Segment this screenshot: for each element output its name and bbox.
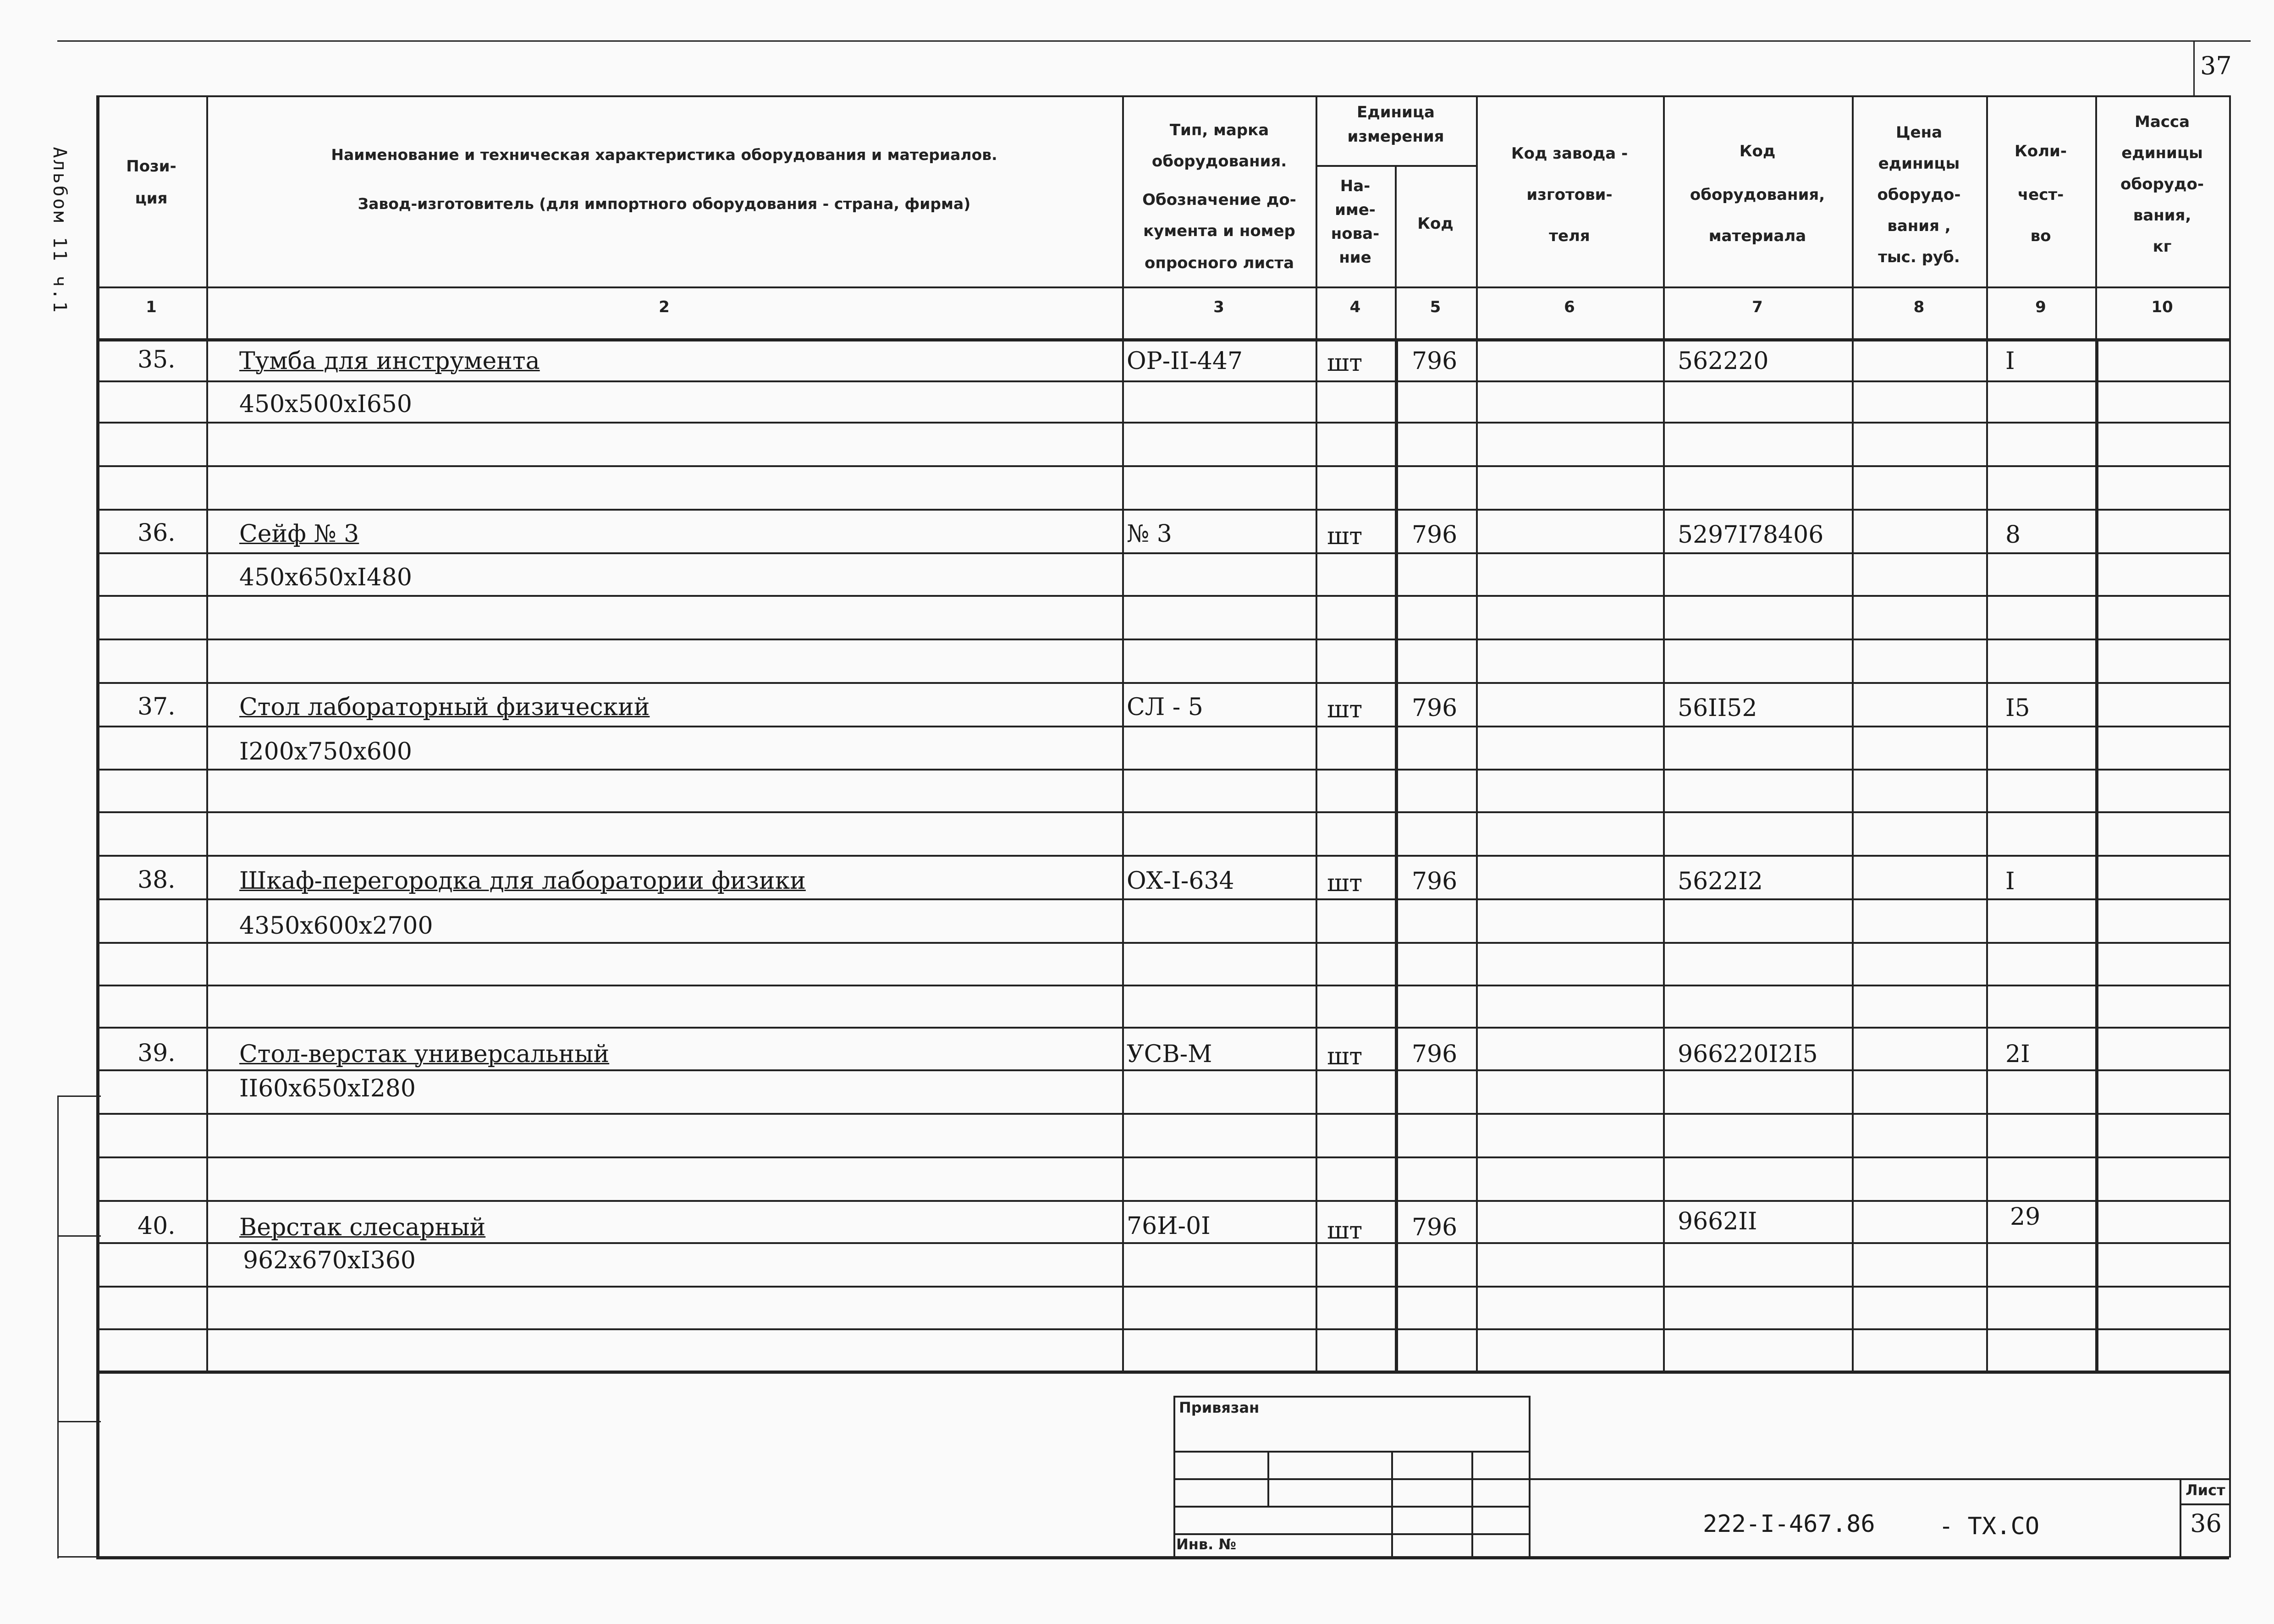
unit-group-rule [1316, 165, 1476, 167]
row-37-qty: I5 [2005, 694, 2030, 722]
column-number: 3 [1213, 298, 1224, 316]
table-right-border [2229, 95, 2231, 1558]
row-40-qty: 29 [2010, 1203, 2041, 1231]
row-rule [96, 769, 2229, 771]
document-suffix: - ТХ.СО [1939, 1513, 2040, 1540]
row-38-size: 4350x600x2700 [239, 912, 433, 940]
row-39-equip-code: 966220I2I5 [1678, 1040, 1818, 1068]
row-38-type: ОХ-I-634 [1127, 867, 1234, 895]
row-35-equip-code: 562220 [1678, 347, 1769, 375]
row-39-name: Стол-верстак универсальный [239, 1040, 610, 1068]
header-unit-group-1: Единица [1357, 103, 1435, 121]
row-rule [96, 726, 2229, 727]
header-unit-name-2: име- [1335, 201, 1376, 219]
row-37-code: 796 [1412, 694, 1458, 722]
stamp-inv-label: Инв. № [1176, 1536, 1236, 1553]
header-unit-name-3: нова- [1331, 225, 1380, 243]
header-qty-1: Коли- [2015, 142, 2067, 160]
row-37-name: Стол лабораторный физический [239, 694, 650, 721]
page-number-box-divider [2193, 40, 2195, 95]
column-number: 8 [1913, 298, 1925, 316]
header-equip-code-1: Код [1739, 142, 1776, 160]
row-40-position: 40. [138, 1212, 176, 1240]
header-mass-2: единицы [2121, 144, 2203, 162]
row-rule [96, 1200, 2229, 1202]
row-40-unit: шт [1327, 1217, 1363, 1244]
column-number: 10 [2151, 298, 2173, 316]
row-35-code: 796 [1412, 347, 1458, 375]
row-rule [96, 1113, 2229, 1115]
row-36-name: Сейф № 3 [239, 520, 359, 548]
top-rule [57, 40, 2251, 42]
column-number: 6 [1564, 298, 1575, 316]
header-type-4: кумента и номер [1143, 222, 1295, 240]
row-36-equip-code: 5297I78406 [1678, 521, 1824, 549]
table-bottom-border [96, 1556, 2229, 1559]
row-rule [96, 552, 2229, 554]
header-qty-3: во [2030, 227, 2051, 245]
row-39-qty: 2I [2005, 1040, 2030, 1068]
header-mass-5: кг [2153, 237, 2172, 256]
stamp-rule [1173, 1451, 1530, 1453]
row-35-type: ОР-II-447 [1127, 347, 1243, 375]
filing-strip-rule [57, 1096, 101, 1097]
sheet-number: 36 [2190, 1509, 2222, 1538]
stamp-rule [1173, 1506, 1530, 1508]
filing-strip-rule [57, 1556, 101, 1558]
header-unit-code: Код [1417, 215, 1454, 233]
column-number: 5 [1430, 298, 1441, 316]
stamp-divider [1471, 1451, 1473, 1557]
row-38-unit: шт [1327, 870, 1363, 897]
header-qty-2: чест- [2017, 186, 2064, 204]
side-label: Альбом 11 ч.1 [49, 147, 70, 314]
header-price-3: оборудо- [1877, 186, 1961, 204]
row-rule [96, 1328, 2229, 1330]
column-number: 1 [146, 298, 157, 316]
row-rule [96, 985, 2229, 986]
column-number: 9 [2035, 298, 2046, 316]
row-rule [96, 465, 2229, 467]
sheet-box-rule [2180, 1503, 2229, 1505]
row-rule [96, 898, 2229, 900]
header-rule [96, 286, 2229, 288]
row-39-size: II60x650xI280 [239, 1075, 416, 1102]
row-rule [96, 1069, 2229, 1071]
header-price-2: единицы [1878, 154, 1960, 173]
row-35-unit: шт [1327, 349, 1363, 377]
row-rule [96, 595, 2229, 597]
row-rule [96, 380, 2229, 382]
row-36-unit: шт [1327, 523, 1363, 550]
table-body-bottom [96, 1371, 2229, 1374]
column-number: 7 [1752, 298, 1763, 316]
row-36-qty: 8 [2005, 521, 2021, 549]
header-factory-code-3: теля [1549, 227, 1590, 245]
row-rule [96, 942, 2229, 944]
row-38-equip-code: 5622I2 [1678, 868, 1763, 895]
row-35-name: Тумба для инструмента [239, 347, 540, 375]
row-40-code: 796 [1412, 1214, 1458, 1241]
header-name-1: Наименование и техническая характеристика оборудования и материалов. [331, 146, 997, 164]
header-position-1: Пози- [126, 157, 176, 176]
row-37-size: I200x750x600 [239, 738, 412, 765]
row-39-type: УСВ-М [1127, 1040, 1212, 1068]
row-35-size: 450x500xI650 [239, 391, 412, 418]
row-37-type: СЛ - 5 [1127, 694, 1203, 721]
sheet-box-left [2180, 1478, 2181, 1557]
header-unit-name-1: На- [1340, 177, 1371, 195]
stamp-bound-label: Привязан [1179, 1399, 1260, 1416]
column-number: 4 [1349, 298, 1361, 316]
row-rule [96, 855, 2229, 857]
stamp-box-top [1173, 1396, 1530, 1398]
header-price-4: вания , [1887, 217, 1951, 235]
row-40-name: Верстак слесарный [239, 1214, 486, 1241]
page-number-top: 37 [2200, 51, 2232, 80]
row-40-type: 76И-0I [1127, 1212, 1211, 1240]
stamp-divider [1267, 1451, 1269, 1506]
row-35-position: 35. [138, 346, 176, 374]
row-36-position: 36. [138, 519, 176, 547]
document-number: 222-I-467.86 [1703, 1510, 1875, 1538]
row-rule [96, 422, 2229, 424]
row-39-position: 39. [138, 1040, 176, 1067]
row-36-code: 796 [1412, 521, 1458, 549]
row-38-code: 796 [1412, 868, 1458, 895]
header-type-5: опросного листа [1144, 254, 1294, 272]
header-mass-4: вания, [2133, 206, 2191, 225]
header-type-1: Тип, марка [1169, 121, 1269, 139]
sheet-label: Лист [2186, 1481, 2225, 1499]
row-36-type: № 3 [1127, 520, 1172, 548]
stamp-divider [1391, 1451, 1393, 1557]
header-mass-1: Масса [2134, 113, 2190, 131]
row-rule [96, 1027, 2229, 1029]
filing-strip-line [57, 1096, 59, 1558]
row-rule [96, 811, 2229, 813]
filing-strip-rule [57, 1421, 101, 1422]
filing-strip-rule [57, 1235, 101, 1237]
header-bottom-rule [96, 338, 2229, 341]
header-unit-name-4: ние [1339, 248, 1371, 267]
row-rule [96, 1156, 2229, 1158]
header-factory-code-1: Код завода - [1511, 144, 1628, 163]
header-mass-3: оборудо- [2120, 175, 2204, 193]
header-price-5: тыс. руб. [1878, 248, 1960, 266]
row-40-size: 962x670xI360 [243, 1247, 416, 1274]
header-equip-code-3: материала [1708, 227, 1806, 245]
header-unit-group-2: измерения [1347, 127, 1444, 146]
row-rule [96, 682, 2229, 684]
row-36-size: 450x650xI480 [239, 564, 412, 591]
stamp-rule [1173, 1478, 1530, 1480]
row-40-equip-code: 9662II [1678, 1208, 1757, 1235]
row-rule [96, 1242, 2229, 1244]
stamp-rule [1173, 1533, 1530, 1535]
table-top-border [96, 95, 2229, 97]
row-38-position: 38. [138, 866, 176, 894]
header-equip-code-2: оборудования, [1690, 186, 1825, 204]
row-39-unit: шт [1327, 1043, 1363, 1070]
row-37-position: 37. [138, 693, 176, 721]
header-factory-code-2: изготови- [1526, 186, 1613, 204]
row-rule [96, 1286, 2229, 1288]
header-type-3: Обозначение до- [1142, 191, 1296, 209]
header-type-2: оборудования. [1151, 152, 1287, 171]
row-37-unit: шт [1327, 696, 1363, 723]
row-39-code: 796 [1412, 1040, 1458, 1068]
title-block-top [1529, 1478, 2229, 1480]
header-price-1: Цена [1895, 123, 1943, 142]
row-35-qty: I [2005, 347, 2015, 375]
row-38-qty: I [2005, 868, 2015, 895]
row-rule [96, 509, 2229, 511]
row-37-equip-code: 56II52 [1678, 694, 1757, 722]
header-name-2: Завод-изготовитель (для импортного оборудования - страна, фирма) [358, 195, 971, 213]
column-number: 2 [659, 298, 670, 316]
row-38-name: Шкаф-перегородка для лаборатории физики [239, 867, 806, 895]
row-rule [96, 639, 2229, 640]
header-position-2: ция [135, 189, 168, 208]
